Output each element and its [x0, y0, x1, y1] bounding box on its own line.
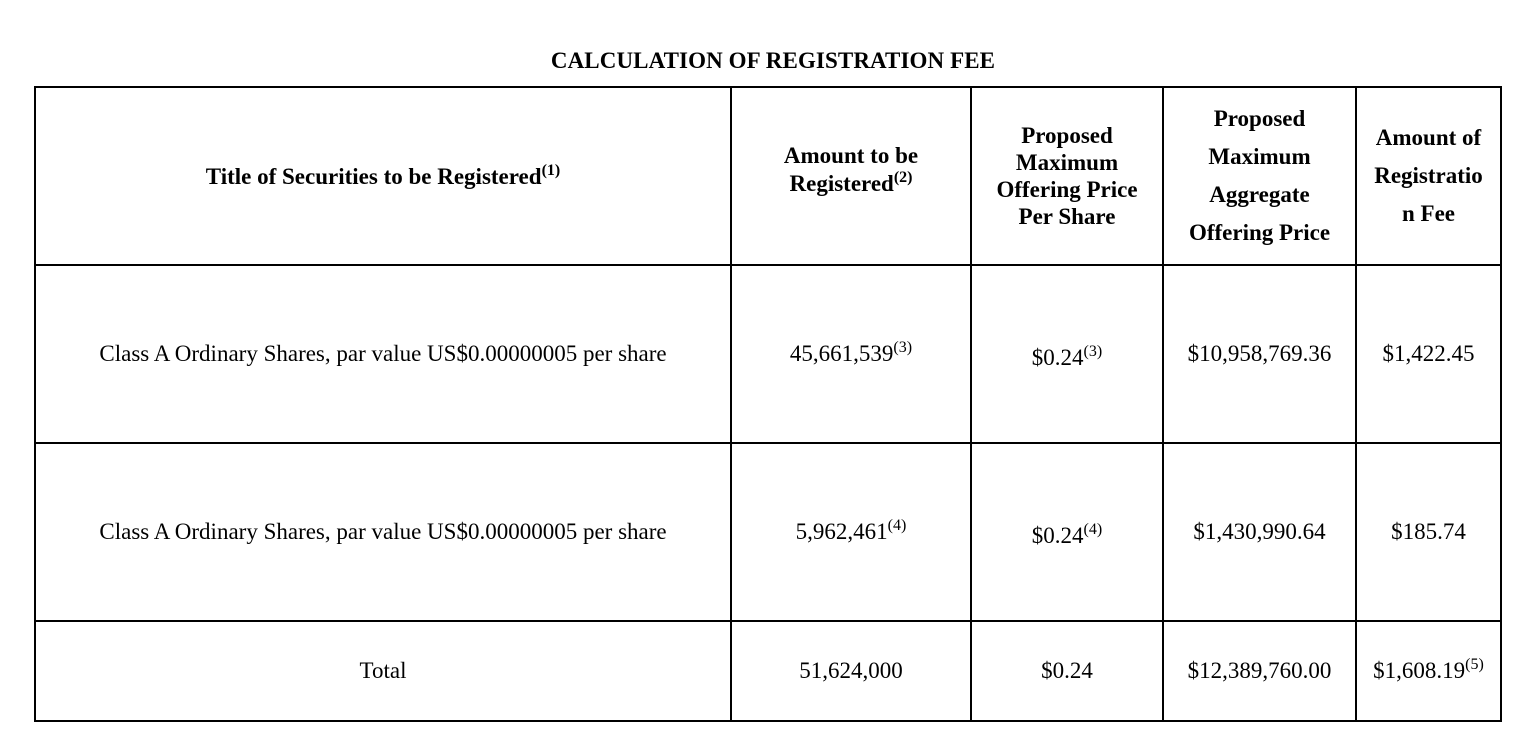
- cell-total-aggregate: $12,389,760.00: [1163, 621, 1356, 721]
- cell-price-value: $0.24: [1031, 523, 1084, 548]
- cell-amount-value: 45,661,539: [789, 341, 894, 366]
- cell-registration-fee: $1,422.45: [1356, 265, 1501, 443]
- header-max-aggregate-price: [1163, 87, 1356, 265]
- cell-price-per-share: [971, 443, 1163, 621]
- footnote-marker: (3): [1083, 343, 1103, 360]
- header-price-line3: Offering Price: [996, 177, 1138, 202]
- footnote-marker: (3): [893, 339, 913, 356]
- header-price-line2: Maximum: [1015, 150, 1119, 175]
- header-amount-line2: Registered: [789, 171, 894, 196]
- cell-total-fee-value: $1,608.19: [1373, 658, 1466, 683]
- cell-price-value: $0.24: [1031, 345, 1084, 370]
- table-header-row: [35, 87, 1501, 265]
- cell-aggregate-price: $1,430,990.64: [1163, 443, 1356, 621]
- table-row: [35, 265, 1501, 443]
- header-fee-line1: Amount of: [1375, 125, 1482, 150]
- header-max-price-per-share: [971, 87, 1163, 265]
- cell-amount-value: 5,962,461: [795, 519, 888, 544]
- cell-price-per-share: [971, 265, 1163, 443]
- cell-total-amount: 51,624,000: [731, 621, 971, 721]
- header-securities-title-label: Title of Securities to be Registered: [205, 163, 542, 189]
- header-aggregate-line3: Aggregate: [1209, 182, 1310, 207]
- header-registration-fee: [1356, 87, 1501, 265]
- header-aggregate-line1: Proposed: [1213, 106, 1306, 131]
- header-aggregate-line2: Maximum: [1208, 144, 1311, 169]
- cell-registration-fee: $185.74: [1356, 443, 1501, 621]
- cell-total-price: $0.24: [971, 621, 1163, 721]
- cell-security-title: Class A Ordinary Shares, par value US$0.00000005 per share: [35, 265, 731, 443]
- header-amount-registered: [731, 87, 971, 265]
- registration-fee-table: [34, 86, 1502, 722]
- header-aggregate-line4: Offering Price: [1188, 220, 1331, 245]
- footnote-marker: (2): [893, 169, 913, 186]
- total-row: [35, 621, 1501, 721]
- header-price-line4: Per Share: [1018, 204, 1116, 229]
- document-title: CALCULATION OF REGISTRATION FEE: [550, 48, 996, 73]
- cell-security-title: Class A Ordinary Shares, par value US$0.00000005 per share: [35, 443, 731, 621]
- header-fee-line2: Registratio: [1374, 163, 1483, 188]
- footnote-marker: (4): [887, 517, 907, 534]
- cell-total-label: Total: [35, 621, 731, 721]
- header-securities-title: [35, 87, 731, 265]
- cell-amount: [731, 265, 971, 443]
- cell-aggregate-price: $10,958,769.36: [1163, 265, 1356, 443]
- header-amount-line1: Amount to be: [783, 143, 919, 168]
- cell-total-fee: [1356, 621, 1501, 721]
- footnote-marker: (4): [1083, 521, 1103, 538]
- header-price-line1: Proposed: [1021, 123, 1113, 148]
- header-fee-line3: n Fee: [1401, 201, 1455, 226]
- footnote-marker: (5): [1465, 656, 1484, 673]
- footnote-marker: (1): [541, 161, 561, 179]
- table-row: [35, 443, 1501, 621]
- cell-amount: [731, 443, 971, 621]
